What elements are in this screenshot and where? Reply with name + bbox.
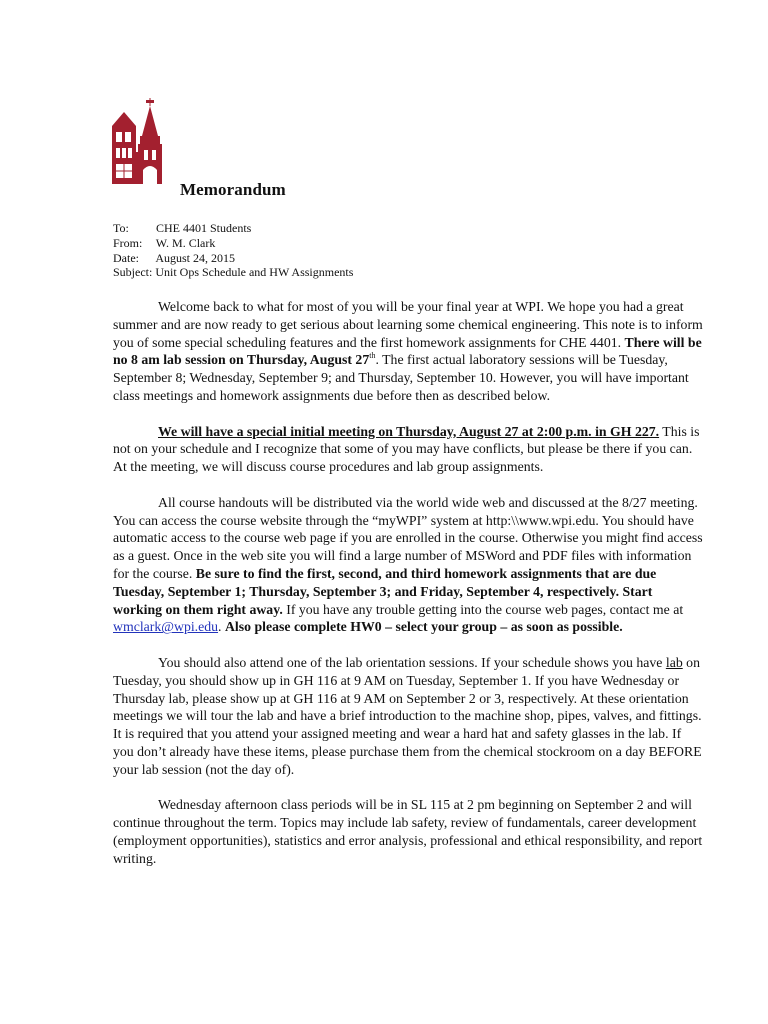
date-row bbox=[113, 251, 353, 266]
to-value: CHE 4401 Students bbox=[156, 221, 252, 235]
email-link[interactable]: wmclark@wpi.edu bbox=[113, 619, 219, 635]
paragraph-handouts bbox=[113, 494, 703, 636]
wpi-logo-icon bbox=[110, 96, 176, 184]
subject-value: Unit Ops Schedule and HW Assignments bbox=[155, 265, 354, 280]
subject-row bbox=[113, 265, 353, 280]
date-value: August 24, 2015 bbox=[155, 250, 236, 265]
p3-text-sep: . bbox=[218, 619, 225, 635]
from-row bbox=[113, 236, 353, 251]
from-label: From: bbox=[113, 235, 143, 250]
paragraph-wednesday-classes bbox=[113, 796, 703, 867]
memo-title: Memorandum bbox=[180, 180, 286, 199]
memo-header bbox=[113, 221, 353, 280]
p5-text: Wednesday afternoon class periods will be in SL 115 at 2 pm beginning on September 2 and will continue throughout the term. Topics may include lab safety, review of fundamentals, career development (employment opportunities), statistics and error analysis, professional and ethical responsibility, and report writing. bbox=[113, 797, 703, 866]
p2-text: This is not on your schedule and I recognize that some of you may have conflicts, but please be there if you can. At the meeting, we will discuss course procedures and lab group assignments. bbox=[113, 423, 700, 475]
memo-body bbox=[113, 298, 703, 885]
p2-bold-meeting: We will have a special initial meeting on Thursday, August 27 at 2:00 p.m. in GH 227. bbox=[158, 423, 660, 439]
to-row bbox=[113, 221, 353, 236]
p4-text: You should also attend one of the lab orientation sessions. If your schedule shows you have bbox=[158, 654, 666, 670]
p4-underlined-lab: lab bbox=[665, 654, 683, 670]
paragraph-orientation bbox=[113, 654, 703, 779]
paragraph-initial-meeting bbox=[113, 423, 703, 476]
p1-superscript: th bbox=[369, 351, 376, 361]
to-label: To: bbox=[113, 221, 129, 235]
p3-text: All course handouts will be distributed via the world wide web and discussed at the 8/27 meeting. You can access the course website through the “myWPI” system at http:\\www.wpi.edu. You should have automatic access to the course web page if you are enrolled in the course. Otherwise you might find access as a guest. Once in the web site you will find a large number of MSWord and PDF files with information for the course. bbox=[113, 494, 703, 581]
p1-bold-notice: There will be no 8 am lab session on Thursday, August 27 bbox=[113, 334, 702, 368]
p1-text-end: . The first actual laboratory sessions will be Tuesday, September 8; Wednesday, September 9; and Thursday, September 10. However, you will have important class meetings and homework assignments due before then as described below. bbox=[113, 352, 689, 403]
subject-label: Subject: bbox=[113, 265, 153, 280]
from-value: W. M. Clark bbox=[155, 235, 216, 250]
paragraph-welcome bbox=[113, 298, 703, 405]
p3-bold-hw0: Also please complete HW0 – select your group – as soon as possible. bbox=[224, 619, 623, 635]
p3-text-contact: If you have any trouble getting into the course web pages, contact me at bbox=[282, 601, 684, 617]
p1-text: Welcome back to what for most of you will be your final year at WPI. We hope you had a great summer and are now ready to get serious about learning some chemical engineering. This note is to inform you of some special scheduling features and the first homework assignments for CHE 4401. bbox=[113, 299, 703, 350]
p3-bold-homework: Be sure to find the first, second, and third homework assignments that are due Tuesday, September 1; Thursday, September 3; and Friday, September 4, respectively. Start working on them right away. bbox=[113, 565, 657, 617]
date-label: Date: bbox=[113, 250, 139, 265]
p4-text-end: on Tuesday, you should show up in GH 116 at 9 AM on Tuesday, September 1. If you have Wednesday or Thursday lab, please show up at GH 116 at 9 AM on September 2 or 3, respectively. At these orientation meetings we will tour the lab and have a brief introduction to the machine shop, pipes, valves, and fittings. It is required that you attend your assigned meeting and wear a hard hat and safety glasses in the lab. If you don’t already have these items, please purchase them from the chemical stockroom on a day BEFORE your lab session (not the day of). bbox=[113, 654, 702, 777]
